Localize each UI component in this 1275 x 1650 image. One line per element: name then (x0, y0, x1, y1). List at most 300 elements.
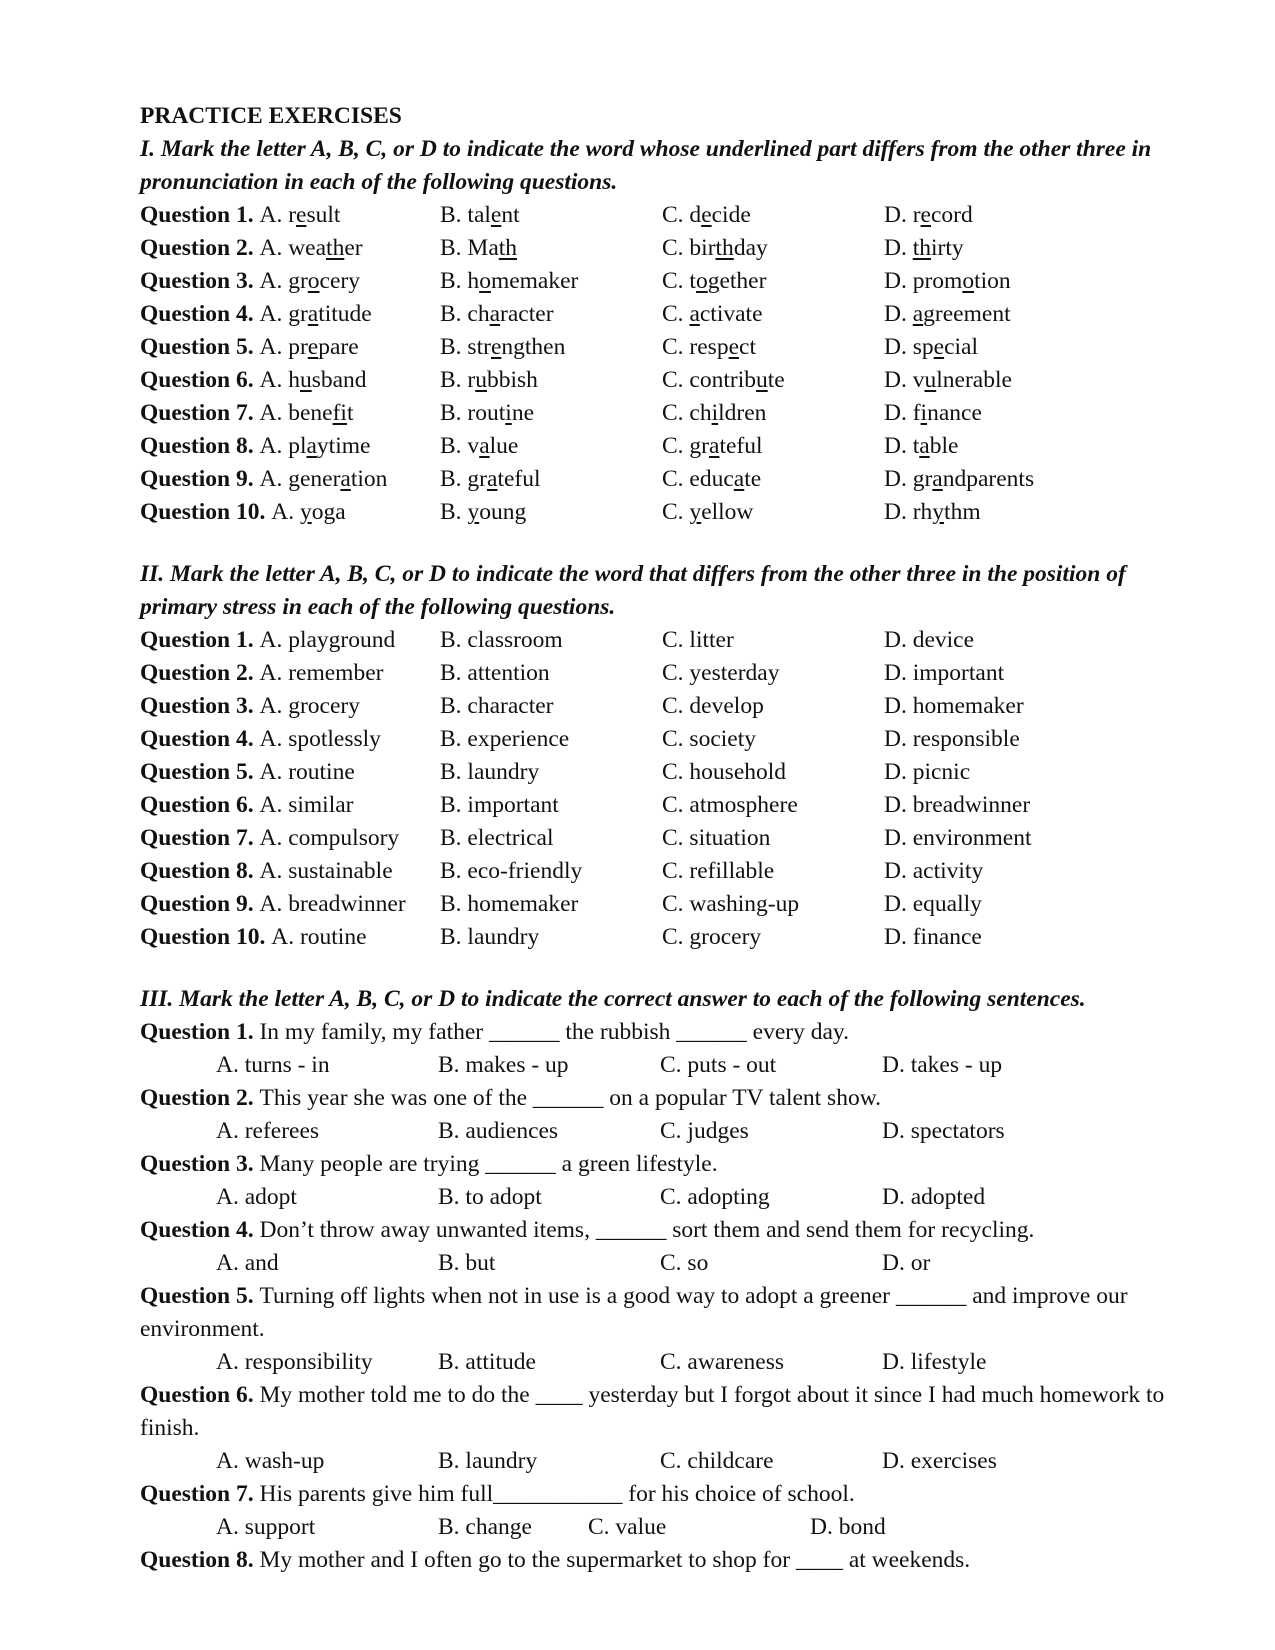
underlined-part: i (920, 400, 928, 426)
answer-option[interactable] (440, 364, 662, 397)
answer-option[interactable]: C. judges (660, 1118, 749, 1144)
answer-option[interactable] (440, 430, 662, 463)
option-text: D. activity (884, 858, 984, 884)
answer-option[interactable]: D. lifestyle (882, 1349, 987, 1375)
question-label: Question 4. (140, 301, 260, 327)
answer-option[interactable] (440, 199, 662, 232)
answer-option[interactable] (884, 657, 1134, 690)
answer-option[interactable] (884, 265, 1134, 298)
option-text: ne (511, 400, 534, 426)
worksheet-page (140, 100, 1200, 1577)
option-text: A. gener (259, 466, 341, 492)
answer-option[interactable]: C. awareness (660, 1349, 784, 1375)
option-text: B. laundry (440, 924, 540, 950)
underlined-part: a (932, 466, 943, 492)
answer-option[interactable] (440, 723, 662, 756)
answer-option[interactable]: A. wash-up (216, 1448, 325, 1474)
option-text: lnerable (936, 367, 1012, 393)
answer-option[interactable] (884, 690, 1134, 723)
option-text: B. experience (440, 726, 570, 752)
answer-option[interactable] (662, 463, 884, 496)
question-label: Question 1. (140, 1019, 260, 1045)
answer-option[interactable]: C. value (588, 1514, 667, 1540)
option-text: ldren (718, 400, 767, 426)
question-label: Question 10. (140, 924, 272, 950)
option-text: te (744, 466, 762, 492)
answer-option[interactable] (884, 789, 1134, 822)
answer-option[interactable] (140, 921, 440, 954)
answer-option[interactable]: A. support (216, 1514, 316, 1540)
question-row (140, 397, 1200, 430)
question-label: Question 8. (140, 433, 260, 459)
underlined-part: e (296, 202, 307, 228)
answer-option[interactable] (140, 331, 440, 364)
answer-option[interactable] (140, 232, 440, 265)
question-text: My mother and I often go to the supermarket to shop for ____ at weekends. (259, 1547, 971, 1573)
answer-option[interactable] (140, 430, 440, 463)
answer-option[interactable] (140, 298, 440, 331)
question-label: Question 4. (140, 1217, 260, 1243)
answer-option[interactable] (440, 331, 662, 364)
underlined-part: e (701, 202, 712, 228)
answer-option[interactable]: A. turns - in (216, 1052, 330, 1078)
answer-option[interactable] (662, 430, 884, 463)
answer-option[interactable] (662, 756, 884, 789)
question-label: Question 3. (140, 1151, 260, 1177)
option-text: A. remember (259, 660, 384, 686)
question-label: Question 2. (140, 235, 260, 261)
answer-option[interactable] (140, 690, 440, 723)
answer-option[interactable] (662, 232, 884, 265)
option-text: C. yesterday (662, 660, 780, 686)
option-text: B. character (440, 693, 554, 719)
answer-option[interactable] (884, 624, 1134, 657)
answer-option[interactable]: D. spectators (882, 1118, 1005, 1144)
underlined-part: e (920, 202, 931, 228)
underlined-part: u (475, 367, 487, 393)
underlined-part: i (505, 400, 512, 426)
option-text: D. device (884, 627, 975, 653)
question-stem (140, 1379, 1200, 1445)
answer-option[interactable]: C. puts - out (660, 1052, 777, 1078)
option-text: A. (271, 499, 300, 525)
option-text: A. gr (259, 268, 308, 294)
option-text: teful (719, 433, 763, 459)
question-text: His parents give him full___________ for his choice of school. (259, 1481, 855, 1507)
answer-option[interactable] (662, 331, 884, 364)
option-text: B. important (440, 792, 559, 818)
question-row (140, 690, 1200, 723)
answer-option[interactable] (440, 789, 662, 822)
answer-option[interactable]: A. and (216, 1250, 279, 1276)
question-label: Question 2. (140, 1085, 260, 1111)
option-text: A. gr (259, 301, 308, 327)
answer-option[interactable] (440, 265, 662, 298)
page-title: PRACTICE EXERCISES (140, 103, 402, 129)
answer-option[interactable] (884, 723, 1134, 756)
option-text: C. t (662, 268, 696, 294)
underlined-part: th (498, 235, 518, 261)
option-text: B. rout (440, 400, 506, 426)
answer-option[interactable] (884, 855, 1134, 888)
question-label: Question 3. (140, 693, 260, 719)
underlined-part: e (933, 334, 945, 360)
option-text: bbish (487, 367, 538, 393)
option-text: A. breadwinner (259, 891, 406, 917)
answer-option[interactable] (140, 822, 440, 855)
answer-option[interactable] (884, 756, 1134, 789)
answer-option[interactable]: C. so (660, 1250, 709, 1276)
answer-option[interactable] (662, 298, 884, 331)
answer-option[interactable] (140, 789, 440, 822)
underlined-part: o (479, 268, 491, 294)
answer-option[interactable] (662, 624, 884, 657)
option-text: D. sp (884, 334, 934, 360)
option-text: A. spotlessly (259, 726, 381, 752)
question-row (140, 756, 1200, 789)
option-text: irty (931, 235, 964, 261)
answer-option[interactable] (140, 397, 440, 430)
option-text: B. eco-friendly (440, 858, 583, 884)
options-row (140, 1181, 1200, 1214)
underlined-part: e (728, 334, 740, 360)
answer-option[interactable] (440, 822, 662, 855)
answer-option[interactable] (662, 855, 884, 888)
answer-option[interactable]: C. adopting (660, 1184, 770, 1210)
underlined-part: u (924, 367, 937, 393)
option-text: D. important (884, 660, 1005, 686)
option-text: cide (711, 202, 751, 228)
question-stem (140, 1544, 1200, 1577)
answer-option[interactable]: B. change (438, 1514, 532, 1540)
option-text: D. v (884, 367, 925, 393)
option-text: A. wea (259, 235, 327, 261)
question-stem (140, 1082, 1200, 1115)
option-text: B. attention (440, 660, 550, 686)
answer-option[interactable]: D. takes - up (882, 1052, 1003, 1078)
options-row (140, 1115, 1200, 1148)
answer-option[interactable] (662, 265, 884, 298)
option-text: B. (440, 499, 468, 525)
answer-option[interactable]: D. bond (810, 1514, 886, 1540)
section-instruction: I. Mark the letter A, B, C, or D to indicate the word whose underlined part differs from the other three in pronunciation in each of the following questions. (140, 136, 1152, 195)
underlined-part: a (919, 433, 930, 459)
option-text: ct (739, 334, 756, 360)
answer-option[interactable] (662, 723, 884, 756)
underlined-part: o (695, 268, 708, 294)
options-row (140, 1049, 1200, 1082)
options-row (140, 1247, 1200, 1280)
option-text: B. tal (440, 202, 491, 228)
answer-option[interactable] (140, 624, 440, 657)
option-text: C. litter (662, 627, 734, 653)
answer-option[interactable]: B. but (438, 1250, 496, 1276)
option-text: nt (501, 202, 520, 228)
answer-option[interactable]: D. exercises (882, 1448, 997, 1474)
option-text: racter (500, 301, 554, 327)
option-text: C. grocery (662, 924, 762, 950)
question-label: Question 5. (140, 334, 260, 360)
answer-option[interactable] (440, 397, 662, 430)
option-text: A. similar (259, 792, 354, 818)
question-stem (140, 1016, 1200, 1049)
answer-option[interactable] (140, 463, 440, 496)
section-stress (140, 558, 1200, 954)
option-text: D. r (884, 202, 921, 228)
option-text: C. ch (662, 400, 712, 426)
option-text: A. bene (259, 400, 333, 426)
answer-option[interactable] (440, 657, 662, 690)
question-label: Question 8. (140, 858, 260, 884)
option-text: D. environment (884, 825, 1032, 851)
option-text: day (733, 235, 768, 261)
option-text: B. str (440, 334, 491, 360)
answer-option[interactable] (440, 921, 662, 954)
option-text: B. homemaker (440, 891, 579, 917)
answer-option[interactable] (662, 397, 884, 430)
underlined-part: e (490, 334, 502, 360)
answer-option[interactable] (884, 463, 1134, 496)
answer-option[interactable]: A. referees (216, 1118, 320, 1144)
option-text: oung (479, 499, 527, 525)
option-text: greement (923, 301, 1011, 327)
underlined-part: y (689, 499, 702, 525)
option-text: te (767, 367, 785, 393)
option-text: pare (318, 334, 359, 360)
question-text: In my family, my father ______ the rubbish ______ every day. (259, 1019, 850, 1045)
option-text: C. situation (662, 825, 771, 851)
option-text: A. grocery (259, 693, 360, 719)
option-text: A. pr (259, 334, 308, 360)
question-row (140, 331, 1200, 364)
answer-option[interactable]: C. childcare (660, 1448, 774, 1474)
question-row (140, 265, 1200, 298)
question-label: Question 1. (140, 627, 260, 653)
answer-option[interactable] (884, 430, 1134, 463)
option-text: gether (707, 268, 767, 294)
question-row (140, 364, 1200, 397)
underlined-part: o (962, 268, 975, 294)
underlined-part: e (490, 202, 502, 228)
option-text: C. refillable (662, 858, 775, 884)
question-label: Question 5. (140, 1283, 260, 1309)
option-text: ctivate (699, 301, 763, 327)
option-text: D. (884, 235, 913, 261)
option-text: B. gr (440, 466, 487, 492)
option-text: D. breadwinner (884, 792, 1031, 818)
option-text: C. (662, 499, 690, 525)
answer-option[interactable] (884, 822, 1134, 855)
answer-option[interactable] (662, 496, 884, 529)
underlined-part: a (340, 466, 351, 492)
answer-option[interactable] (140, 723, 440, 756)
question-text: Don’t throw away unwanted items, ______ sort them and send them for recycling. (259, 1217, 1035, 1243)
option-text: tion (974, 268, 1011, 294)
option-text: D. (884, 301, 913, 327)
section-instruction: III. Mark the letter A, B, C, or D to indicate the correct answer to each of the following sentences. (140, 986, 1086, 1012)
question-row (140, 463, 1200, 496)
option-text: B. Ma (440, 235, 499, 261)
question-text: Turning off lights when not in use is a good way to adopt a greener ______ and improve our environment. (140, 1283, 1128, 1342)
question-label: Question 7. (140, 400, 260, 426)
option-text: D. f (884, 400, 921, 426)
option-text: cery (319, 268, 360, 294)
option-text: B. laundry (440, 759, 540, 785)
answer-option[interactable]: A. responsibility (216, 1349, 373, 1375)
option-text: C. resp (662, 334, 729, 360)
answer-option[interactable]: B. audiences (438, 1118, 559, 1144)
option-text: A. sustainable (259, 858, 393, 884)
answer-option[interactable] (440, 855, 662, 888)
option-text: C. (662, 301, 690, 327)
option-text: D. homemaker (884, 693, 1024, 719)
question-label: Question 1. (140, 202, 260, 228)
answer-option[interactable] (440, 624, 662, 657)
answer-option[interactable] (662, 657, 884, 690)
question-label: Question 6. (140, 792, 260, 818)
answer-option[interactable] (884, 331, 1134, 364)
option-text: C. educ (662, 466, 734, 492)
question-text: My mother told me to do the ____ yesterday but I forgot about it since I had much homework to finish. (140, 1382, 1165, 1441)
underlined-part: th (715, 235, 734, 261)
question-row (140, 298, 1200, 331)
answer-option[interactable] (140, 756, 440, 789)
answer-option[interactable]: D. adopted (882, 1184, 986, 1210)
answer-option[interactable] (662, 199, 884, 232)
answer-option[interactable] (440, 756, 662, 789)
answer-option[interactable] (440, 496, 662, 529)
answer-option[interactable] (884, 298, 1134, 331)
option-text: C. washing-up (662, 891, 800, 917)
underlined-part: y (299, 499, 312, 525)
answer-option[interactable] (662, 921, 884, 954)
option-text: D. equally (884, 891, 982, 917)
answer-option[interactable] (662, 888, 884, 921)
underlined-part: y (932, 499, 945, 525)
question-label: Question 7. (140, 1481, 260, 1507)
option-text: oga (311, 499, 346, 525)
option-text: A. compulsory (259, 825, 400, 851)
underlined-part: a (689, 301, 700, 327)
answer-option[interactable] (662, 789, 884, 822)
section-sentences (140, 983, 1200, 1577)
underlined-part: a (307, 301, 319, 327)
option-text: titude (318, 301, 372, 327)
answer-option[interactable]: B. to adopt (438, 1184, 542, 1210)
answer-option[interactable] (140, 364, 440, 397)
answer-option[interactable] (140, 496, 440, 529)
option-text: D. finance (884, 924, 982, 950)
option-text: C. bir (662, 235, 716, 261)
question-label: Question 10. (140, 499, 272, 525)
option-text: ndparents (942, 466, 1035, 492)
answer-option[interactable]: A. adopt (216, 1184, 297, 1210)
answer-option[interactable] (662, 822, 884, 855)
answer-option[interactable] (884, 199, 1134, 232)
question-label: Question 2. (140, 660, 260, 686)
answer-option[interactable] (140, 265, 440, 298)
underlined-part: a (733, 466, 745, 492)
question-stem (140, 1280, 1200, 1346)
question-row (140, 232, 1200, 265)
answer-option[interactable] (440, 232, 662, 265)
option-text: D. prom (884, 268, 963, 294)
option-text: memaker (490, 268, 579, 294)
question-stem (140, 1214, 1200, 1247)
question-label: Question 7. (140, 825, 260, 851)
answer-option[interactable] (140, 888, 440, 921)
question-stem (140, 1148, 1200, 1181)
option-text: C. society (662, 726, 756, 752)
question-label: Question 3. (140, 268, 260, 294)
answer-option[interactable] (140, 657, 440, 690)
answer-option[interactable] (884, 888, 1134, 921)
question-row (140, 496, 1200, 529)
question-row (140, 822, 1200, 855)
underlined-part: th (912, 235, 932, 261)
option-text: B. electrical (440, 825, 554, 851)
options-row (140, 1511, 1200, 1544)
question-row (140, 723, 1200, 756)
option-text: A. pl (259, 433, 307, 459)
option-text: t (346, 400, 354, 426)
underlined-part: fi (332, 400, 347, 426)
answer-option[interactable] (140, 855, 440, 888)
option-text: ngthen (501, 334, 566, 360)
answer-option[interactable]: B. laundry (438, 1448, 538, 1474)
question-row (140, 888, 1200, 921)
option-text: C. d (662, 202, 702, 228)
answer-option[interactable]: D. or (882, 1250, 931, 1276)
answer-option[interactable] (440, 888, 662, 921)
question-stem (140, 1478, 1200, 1511)
option-text: C. gr (662, 433, 709, 459)
underlined-part: a (479, 433, 490, 459)
answer-option[interactable] (440, 298, 662, 331)
section-pronunciation (140, 133, 1200, 529)
answer-option[interactable] (884, 364, 1134, 397)
option-text: cord (930, 202, 973, 228)
answer-option[interactable] (884, 232, 1134, 265)
underlined-part: a (487, 466, 498, 492)
answer-option[interactable] (140, 199, 440, 232)
answer-option[interactable] (662, 690, 884, 723)
answer-option[interactable] (440, 690, 662, 723)
answer-option[interactable] (662, 364, 884, 397)
option-text: D. responsible (884, 726, 1020, 752)
option-text: teful (497, 466, 541, 492)
answer-option[interactable] (884, 397, 1134, 430)
option-text: cial (944, 334, 978, 360)
option-text: ytime (316, 433, 371, 459)
option-text: tion (350, 466, 388, 492)
underlined-part: e (307, 334, 319, 360)
section-instruction: II. Mark the letter A, B, C, or D to indicate the word that differs from the other three in the position of primary stress in each of the following questions. (140, 561, 1126, 620)
option-text: B. r (440, 367, 476, 393)
answer-option[interactable] (884, 921, 1134, 954)
question-row (140, 855, 1200, 888)
answer-option[interactable] (440, 463, 662, 496)
answer-option[interactable]: B. makes - up (438, 1052, 569, 1078)
answer-option[interactable] (884, 496, 1134, 529)
option-text: D. picnic (884, 759, 971, 785)
question-label: Question 4. (140, 726, 260, 752)
option-text: lue (489, 433, 519, 459)
option-text: sult (306, 202, 341, 228)
answer-option[interactable]: B. attitude (438, 1349, 536, 1375)
option-text: B. ch (440, 301, 490, 327)
option-text: A. routine (259, 759, 355, 785)
